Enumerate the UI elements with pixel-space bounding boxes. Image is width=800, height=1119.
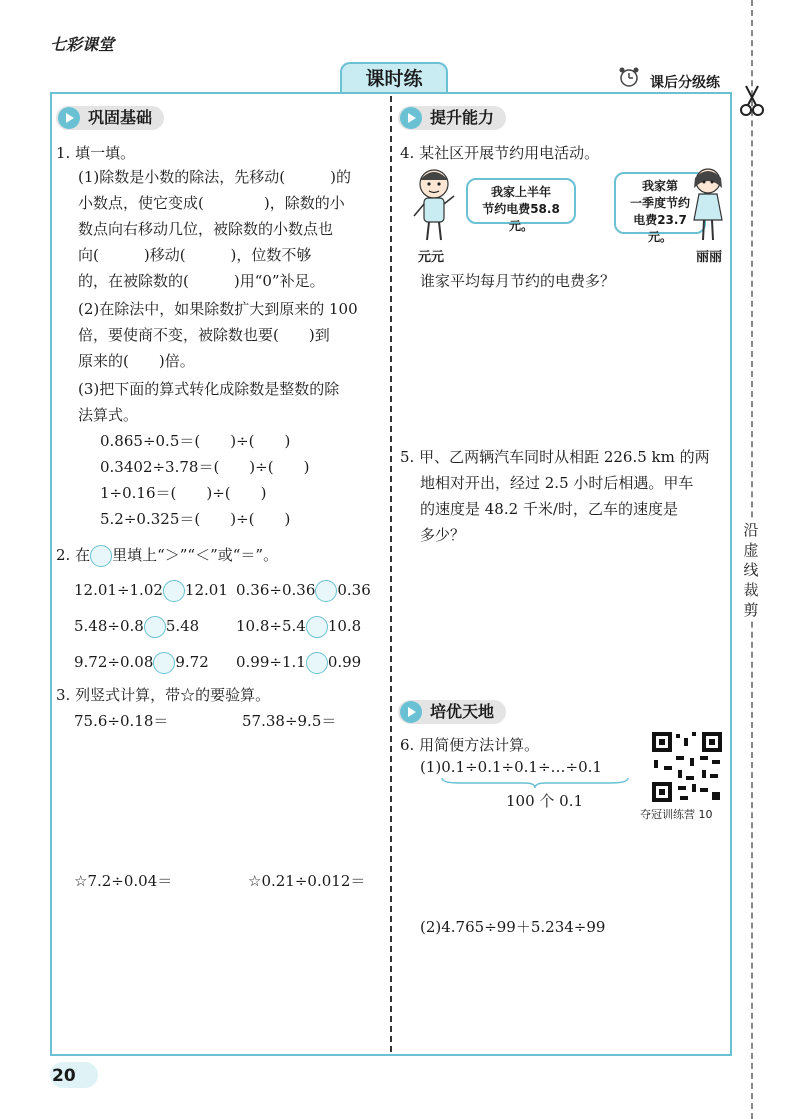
speech-bubble-lili: 我家第 一季度节约 电费23.7元。 [614,172,706,234]
question-text: (1)除数是小数的除法，先移动( )的 [78,168,351,186]
question-5-text: 地相对开出，经过 2.5 小时后相遇。甲车 [420,474,694,492]
question-text: (2)在除法中，如果除数扩大到原来的 100 [78,300,358,318]
question-text: 数点向右移动几位，被除数的小数点也 [78,220,334,238]
question-4-ask: 谁家平均每月节约的电费多？ [420,272,616,290]
question-text: 法算式。 [78,406,139,424]
girl-illustration [686,164,730,244]
play-icon [58,107,80,129]
compare-circle[interactable] [144,616,166,638]
name-lili: 丽丽 [696,250,723,265]
brace-note: 100 个 0.1 [506,792,584,810]
play-icon [400,107,422,129]
question-text: 小数点，使它变成( )，除数的小 [78,194,345,212]
brace-bracket [440,776,630,790]
calc-item: ☆0.21÷0.012＝ [248,872,366,890]
question-6-2: (2)4.765÷99＋5.234÷99 [420,918,606,936]
question-text: 倍，要使商不变，被除数也要( )到 [78,326,330,344]
compare-item: 10.8÷5.4 10.8 [236,616,361,638]
question-4-title: 4. 某社区开展节约用电活动。 [400,144,600,162]
compare-item: 9.72÷0.08 9.72 [74,652,209,674]
compare-item: 5.48÷0.8 5.48 [74,616,199,638]
question-text: 的，在被除数的( )用“0”补足。 [78,272,325,290]
calc-item: ☆7.2÷0.04＝ [74,872,173,890]
compare-circle[interactable] [306,652,328,674]
equation: 5.2÷0.325＝( )÷( ) [100,510,291,528]
question-5-text: 5. 甲、乙两辆汽车同时从相距 226.5 km 的两 [400,448,710,466]
alarm-clock-icon [618,66,640,88]
section-improve: 提升能力 [398,106,506,130]
compare-circle[interactable] [306,616,328,638]
compare-circle[interactable] [163,580,185,602]
question-6-title: 6. 用简便方法计算。 [400,736,540,754]
compare-circle[interactable] [90,545,112,567]
question-6-1: (1)0.1÷0.1÷0.1÷…÷0.1 [420,758,602,776]
brand-logo: 七彩课堂 [50,35,115,54]
name-yuanyuan: 元元 [418,250,445,265]
equation: 0.865÷0.5＝( )÷( ) [100,432,291,450]
subtitle: 课后分级练 [650,75,720,91]
scissors-icon [738,84,766,118]
compare-item: 12.01÷1.02 12.01 [74,580,228,602]
question-text: 原来的( )倍。 [78,352,195,370]
question-text: (3)把下面的算式转化成除数是整数的除 [78,380,340,398]
cut-instruction: 沿 虚 线 裁 剪 [737,520,765,620]
question-2-title: 2. 在 里填上“＞”“＜”或“＝”。 [56,544,278,567]
play-icon [400,701,422,723]
question-text: 向( )移动( )，位数不够 [78,246,312,264]
qr-code [650,730,724,804]
compare-item: 0.36÷0.36 0.36 [236,580,371,602]
compare-circle[interactable] [315,580,337,602]
speech-bubble-yuanyuan: 我家上半年 节约电费58.8元。 [466,178,576,224]
question-3-title: 3. 列竖式计算，带☆的要验算。 [56,686,271,704]
question-5-text: 多少？ [420,526,466,544]
question-1-title: 1. 填一填。 [56,144,136,162]
page-number: 20 [52,1066,76,1086]
section-excel: 培优天地 [398,700,506,724]
calc-item: 57.38÷9.5＝ [242,712,337,730]
equation: 0.3402÷3.78＝( )÷( ) [100,458,310,476]
calc-item: 75.6÷0.18＝ [74,712,169,730]
compare-circle[interactable] [153,652,175,674]
page-title: 课时练 [340,62,448,94]
boy-illustration [408,166,460,244]
section-consolidate: 巩固基础 [56,106,164,130]
column-divider [390,96,392,1052]
equation: 1÷0.16＝( )÷( ) [100,484,267,502]
compare-item: 0.99÷1.1 0.99 [236,652,361,674]
question-5-text: 的速度是 48.2 千米/时，乙车的速度是 [420,500,678,518]
qr-caption: 夺冠训练营 10 [640,808,713,821]
